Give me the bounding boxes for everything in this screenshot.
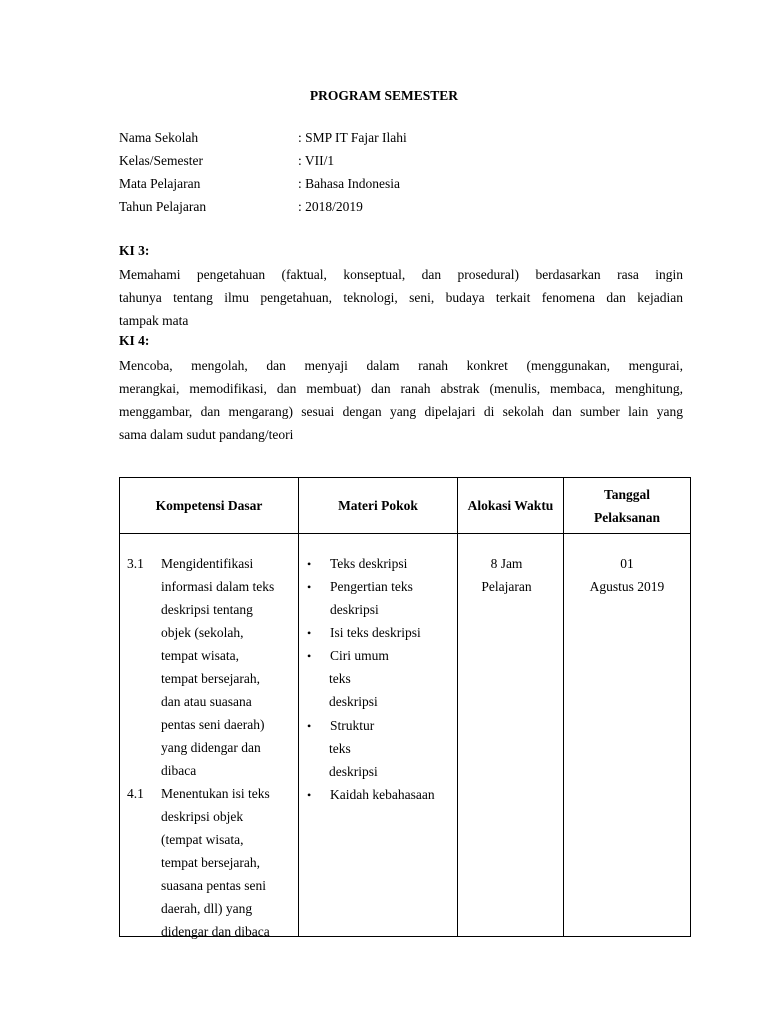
materi-item-line: Struktur — [330, 718, 375, 733]
table-header-row — [120, 478, 691, 534]
materi-item-line: Pengertian teks — [330, 579, 413, 594]
info-label-school: Nama Sekolah — [119, 130, 199, 145]
page-title: PROGRAM SEMESTER — [309, 88, 459, 103]
header-tanggal-line2: Pelaksanan — [593, 509, 661, 525]
kd-text-line: tempat bersejarah, — [161, 855, 260, 870]
header-tanggal-pelaksanaan — [564, 478, 691, 534]
info-value-subject: : Bahasa Indonesia — [298, 176, 400, 191]
kd-text-line: yang didengar dan — [161, 740, 261, 755]
kd-text-line: Menentukan isi teks — [161, 786, 270, 801]
kd-text-line: Mengidentifikasi — [161, 556, 254, 571]
info-label-year: Tahun Pelajaran — [119, 199, 207, 214]
ki4-heading: KI 4: — [119, 333, 150, 348]
materi-item-line: Teks deskripsi — [330, 556, 408, 571]
materi-item-line: deskripsi — [330, 602, 379, 617]
materi-item-line: deskripsi — [329, 694, 378, 709]
kd-text-line: tempat wisata, — [161, 648, 239, 663]
alokasi-cell — [458, 534, 564, 937]
kd-text-line: informasi dalam teks — [161, 579, 275, 594]
header-tanggal-line1: Tanggal — [603, 486, 651, 502]
bullet-icon: • — [307, 626, 312, 640]
materi-item-line: Kaidah kebahasaan — [330, 787, 435, 802]
materi-item-line: Isi teks deskripsi — [330, 625, 421, 640]
tanggal-line: Agustus 2019 — [589, 579, 665, 594]
info-label-subject: Mata Pelajaran — [119, 176, 201, 191]
ki3-paragraph — [119, 263, 683, 332]
ki3-heading: KI 3: — [119, 243, 150, 258]
info-value-year: : 2018/2019 — [298, 199, 363, 214]
header-kompetensi-dasar: Kompetensi Dasar — [120, 478, 299, 534]
materi-item-line: teks — [329, 741, 351, 756]
kd-text-line: daerah, dll) yang — [161, 901, 253, 916]
kd-text-line: (tempat wisata, — [161, 832, 244, 847]
header-materi-pokok: Materi Pokok — [299, 478, 458, 534]
ki4-line: sama dalam sudut pandang/teori — [119, 427, 294, 442]
tanggal-cell — [564, 534, 691, 937]
materi-item-line: teks — [329, 671, 351, 686]
ki4-line: menggambar, dan mengarang) sesuai dengan yang dipelajari di sekolah dan sumber lain yang — [119, 404, 683, 419]
kd-text-line: dan atau suasana — [161, 694, 252, 709]
alokasi-line: Pelajaran — [481, 579, 532, 594]
bullet-icon: • — [307, 719, 312, 733]
alokasi-line: 8 Jam — [490, 556, 523, 571]
kd-text-line: pentas seni daerah) — [161, 717, 265, 732]
ki3-line: Memahami pengetahuan (faktual, konseptual, dan prosedural) berdasarkan rasa ingin — [119, 267, 683, 282]
bullet-icon: • — [307, 649, 312, 663]
kd-text-line: objek (sekolah, — [161, 625, 244, 640]
materi-item-line: Ciri umum — [330, 648, 389, 663]
kd-text-line: deskripsi objek — [161, 809, 244, 824]
kd-number: 4.1 — [127, 786, 144, 801]
kd-cell — [120, 534, 299, 937]
info-value-school: : SMP IT Fajar Ilahi — [298, 130, 407, 145]
program-table — [119, 477, 691, 937]
table-row — [120, 534, 691, 937]
info-value-class: : VII/1 — [298, 153, 335, 168]
ki4-line: merangkai, memodifikasi, dan membuat) dan ranah abstrak (menulis, membaca, menghitung, — [119, 381, 683, 396]
kd-number: 3.1 — [127, 556, 144, 571]
bullet-icon: • — [307, 788, 312, 802]
ki4-paragraph — [119, 354, 683, 446]
bullet-icon: • — [307, 557, 312, 571]
materi-item-line: deskripsi — [329, 764, 378, 779]
materi-cell — [299, 534, 458, 937]
kd-text-line: suasana pentas seni — [161, 878, 266, 893]
ki3-line: tampak mata — [119, 313, 189, 328]
info-label-class: Kelas/Semester — [119, 153, 203, 168]
kd-text-line: didengar dan dibaca — [161, 924, 270, 939]
kd-text-line: tempat bersejarah, — [161, 671, 260, 686]
kd-text-line: deskripsi tentang — [161, 602, 253, 617]
bullet-icon: • — [307, 580, 312, 594]
ki4-line: Mencoba, mengolah, dan menyaji dalam ranah konkret (menggunakan, mengurai, — [119, 358, 683, 373]
kd-text-line: dibaca — [161, 763, 197, 778]
header-alokasi-waktu: Alokasi Waktu — [458, 478, 564, 534]
tanggal-line: 01 — [620, 556, 634, 571]
ki3-line: tahunya tentang ilmu pengetahuan, teknologi, seni, budaya terkait fenomena dan kejadian — [119, 290, 683, 305]
